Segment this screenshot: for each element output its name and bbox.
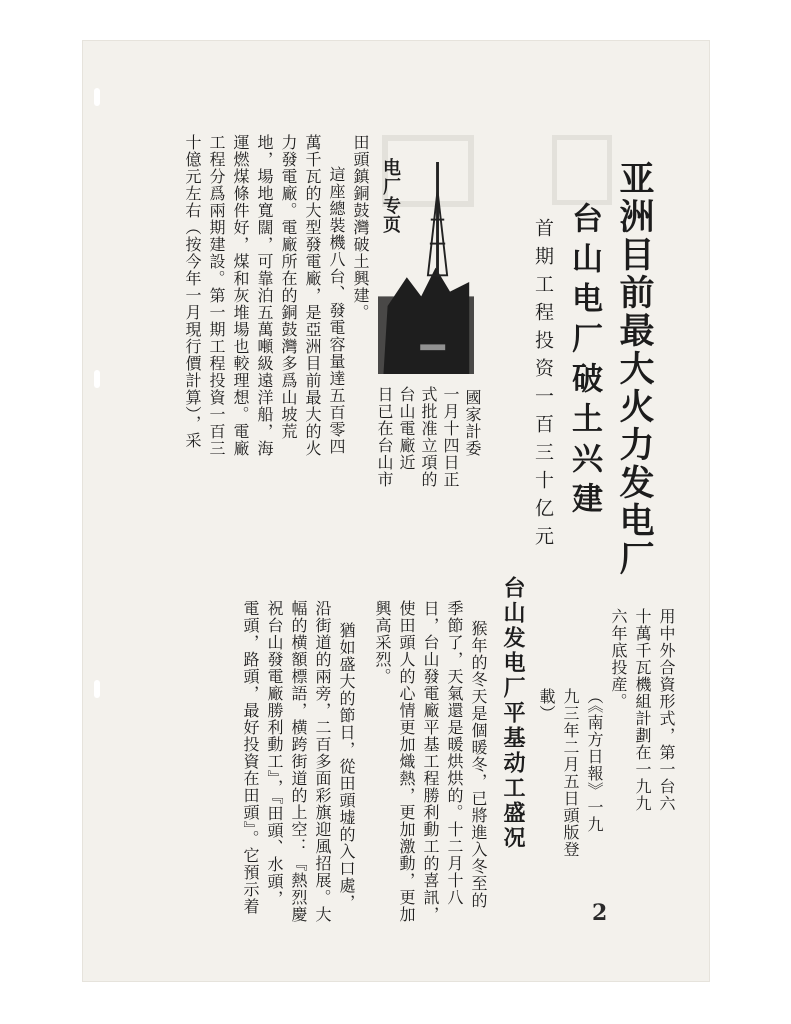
show-through-block xyxy=(552,135,612,205)
article1-line: 一月十四日正 xyxy=(441,386,460,488)
article1-line: 式批准立項的 xyxy=(419,386,438,488)
article2-line: 祝台山發電廠勝利動工』，『田頭、水頭， xyxy=(265,600,284,907)
article1-source: 載） xyxy=(537,688,556,722)
article2-heading: 台山发电厂平基动工盛况 xyxy=(500,576,525,851)
article1-source: （《南方日報》一九 xyxy=(585,688,604,833)
article2-line: 季節了，天氣還是暖烘烘的。十二月十八 xyxy=(445,600,464,906)
binding-hole xyxy=(94,680,100,698)
article1-line: 國家計委 xyxy=(463,389,482,457)
article1-line: 用中外合資形式，第一台六 xyxy=(657,608,676,812)
article1-line: 地，場地寬闊，可靠泊五萬噸級遠洋船，海 xyxy=(255,134,274,457)
article1-line: 十萬千瓦機組計劃在一九九 xyxy=(633,608,652,812)
tower-illustration xyxy=(378,142,474,374)
section-label: 电厂专页 xyxy=(380,158,401,234)
article2-line: 猴年的冬天是個暖冬，已將進入冬至的 xyxy=(469,620,488,909)
article1-line: 十億元左右（按今年一月現行價計算），采 xyxy=(183,134,202,449)
article2-line: 電頭，路頭，最好投資在田頭』。它預示着 xyxy=(241,600,260,915)
article1-line: 六年底投産。 xyxy=(609,608,628,710)
article2-line: 沿街道的兩旁，二百多面彩旗迎風招展。大 xyxy=(313,600,332,923)
article1-line: 日已在台山市 xyxy=(375,386,394,488)
headline-title: 亚洲目前最大火力发电厂 xyxy=(614,160,654,578)
article2-line: 日，台山發電廠平基工程勝利動工的喜訊， xyxy=(421,600,440,923)
page-number: 2 xyxy=(592,900,608,926)
binding-hole xyxy=(94,88,100,106)
article1-line: 工程分爲兩期建設。第一期工程投資一百三 xyxy=(207,134,226,457)
article1-line: 台山電廠近 xyxy=(397,386,416,471)
article2-line: 幅的横額標語，横跨街道的上空：『熱烈慶 xyxy=(289,600,308,923)
article2-line: 猶如盛大的節日，從田頭墟的入口處， xyxy=(337,622,356,911)
article1-line: 力發電廠。電廠所在的銅鼓灣多爲山坡荒 xyxy=(279,134,298,440)
article2-line: 興高采烈。 xyxy=(373,600,392,685)
article1-line: 田頭鎮銅鼓灣破土興建。 xyxy=(351,134,370,321)
scanned-page xyxy=(82,40,710,982)
article1-line: 這座總裝機八台、發電容量達五百零四 xyxy=(327,166,346,455)
binding-hole xyxy=(94,370,100,388)
headline-subtitle-main: 台山电厂破土兴建 xyxy=(566,202,602,522)
article1-source: 九三年二月五日頭版登 xyxy=(561,688,580,858)
article2-line: 使田頭人的心情更加熾熱，更加激動，更加 xyxy=(397,600,416,923)
headline-investment: 首期工程投资一百三十亿元 xyxy=(532,218,554,554)
article1-line: 運燃煤條件好，煤和灰堆場也較理想。電廠 xyxy=(231,134,250,457)
article1-line: 萬千瓦的大型發電廠，是亞洲目前最大的火 xyxy=(303,134,322,457)
